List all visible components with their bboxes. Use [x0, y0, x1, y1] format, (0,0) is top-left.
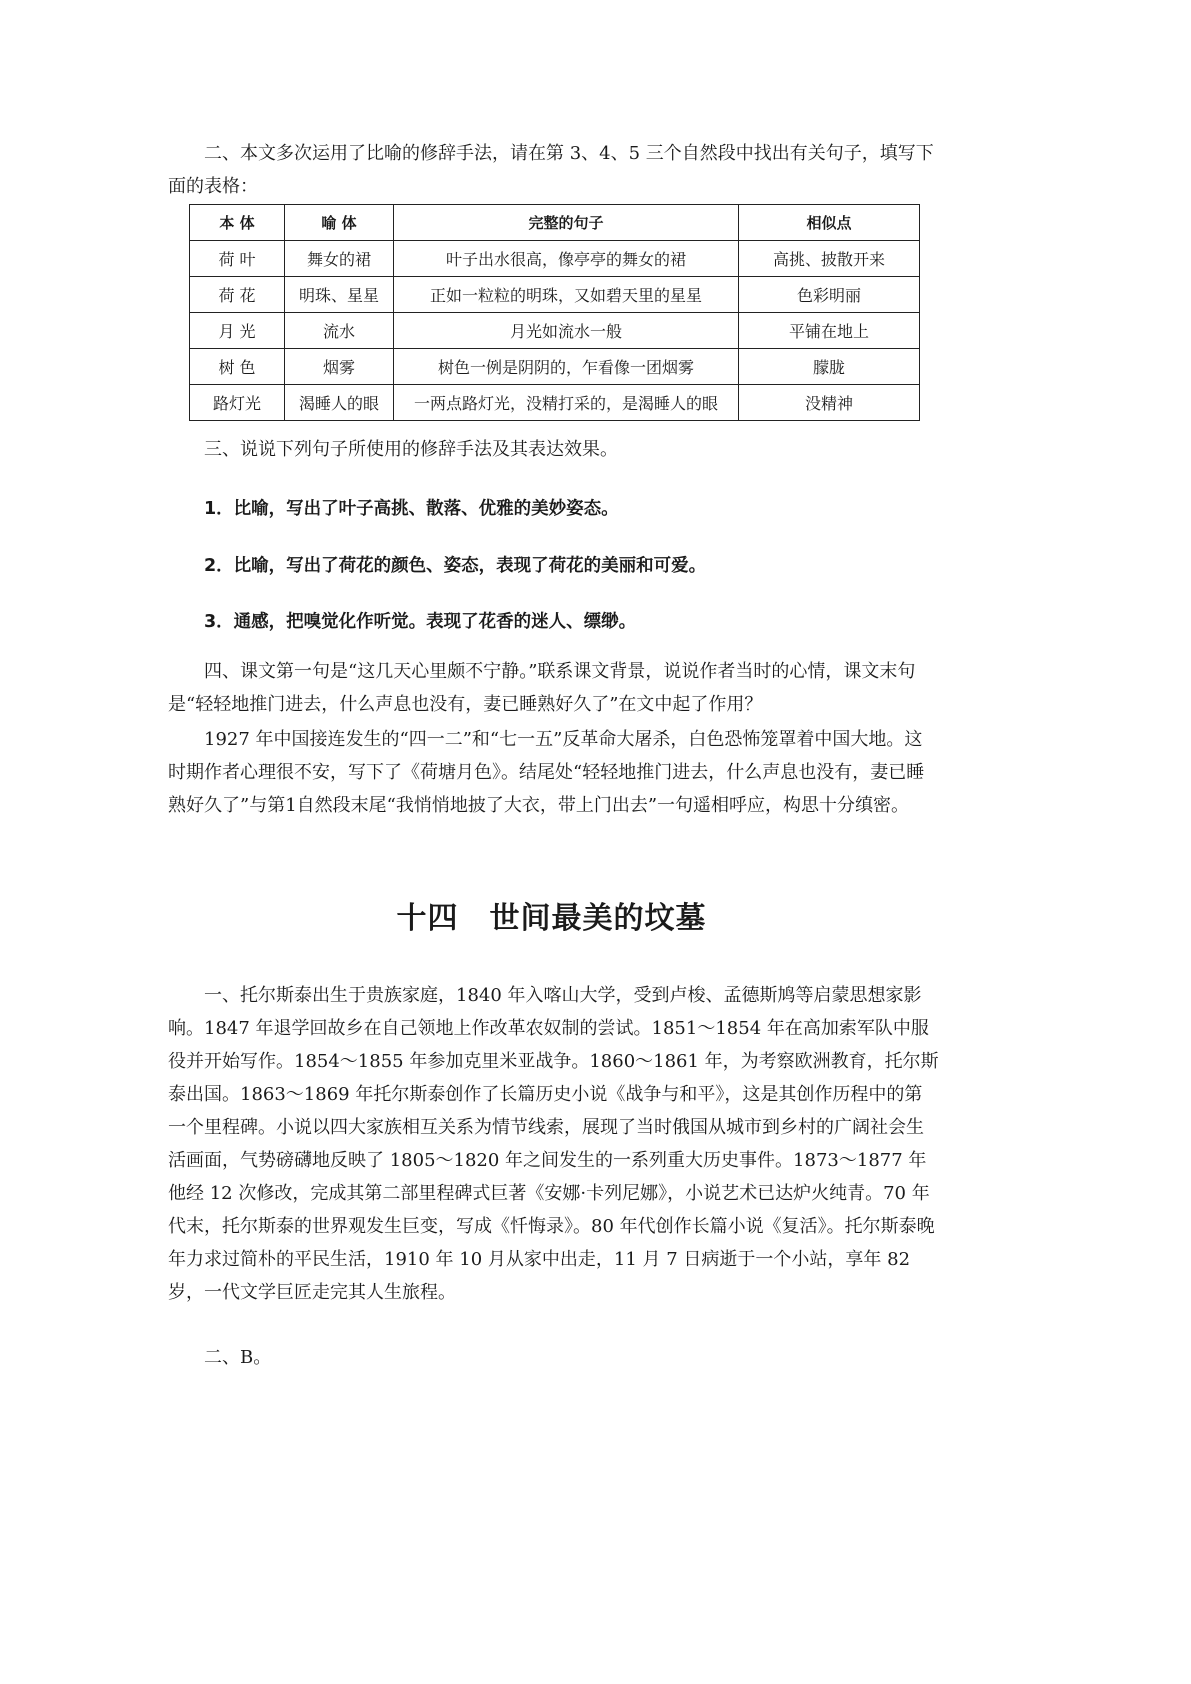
cell-sentence: 一两点路灯光，没精打采的，是渴睡人的眼	[394, 385, 739, 421]
cell-sentence: 正如一粒粒的明珠，又如碧天里的星星	[394, 277, 739, 313]
cell-similarity: 色彩明丽	[739, 277, 920, 313]
header-tenor: 本 体	[190, 205, 285, 241]
cell-vehicle: 渴睡人的眼	[285, 385, 394, 421]
cell-tenor: 荷 花	[190, 277, 285, 313]
cell-tenor: 月 光	[190, 313, 285, 349]
simile-table	[189, 204, 920, 421]
header-full-sentence: 完整的句子	[394, 205, 739, 241]
table-row	[190, 349, 920, 385]
cell-vehicle: 明珠、星星	[285, 277, 394, 313]
section3-question: 三、说说下列句子所使用的修辞手法及其表达效果。	[204, 439, 618, 460]
header-vehicle: 喻 体	[285, 205, 394, 241]
table-row	[190, 385, 920, 421]
table-row	[190, 313, 920, 349]
cell-sentence: 月光如流水一般	[394, 313, 739, 349]
cell-similarity: 高挑、披散开来	[739, 241, 920, 277]
cell-tenor: 路灯光	[190, 385, 285, 421]
cell-vehicle: 舞女的裙	[285, 241, 394, 277]
cell-similarity: 平铺在地上	[739, 313, 920, 349]
cell-similarity: 没精神	[739, 385, 920, 421]
section3-answer-1: 1．比喻，写出了叶子高挑、散落、优雅的美妙姿态。	[204, 499, 619, 519]
table-header-row	[190, 205, 920, 241]
cell-similarity: 朦胧	[739, 349, 920, 385]
header-similarity: 相似点	[739, 205, 920, 241]
chapter-title: 十四 世间最美的坟墓	[396, 901, 707, 936]
chapter-question-1-answer: 一、托尔斯泰出生于贵族家庭，1840 年入喀山大学，受到卢梭、孟德斯鸠等启蒙思想家影响。1847 年退学回故乡在自己领地上作改革农奴制的尝试。1851～1854 年在高加索军队中服役并开始写作。1854～1855 年参加克里米亚战争。1860～1861 年，为考察欧洲教育，托尔斯泰出国。1863～1869 年托尔斯泰创作了长篇历史小说《战争与和平》，这是其创作历程中的第一个里程碑。小说以四大家族相互关系为情节线索，展现了当时俄国从城市到乡村的广阔社会生活画面，气势磅礴地反映了 1805～1820 年之间发生的一系列重大历史事件。1873～1877 年他经 12 次修改，完成其第二部里程碑式巨著《安娜·卡列尼娜》，小说艺术已达炉火纯青。70 年代末，托尔斯泰的世界观发生巨变，写成《忏悔录》。80 年代创作长篇小说《复活》。托尔斯泰晚年力求过简朴的平民生活，1910 年 10 月从家中出走，11 月 7 日病逝于一个小站，享年 82 岁，一代文学巨匠走完其人生旅程。	[168, 985, 939, 1303]
section3-answer-3: 3．通感，把嗅觉化作听觉。表现了花香的迷人、缥缈。	[204, 612, 637, 632]
cell-tenor: 树 色	[190, 349, 285, 385]
table-row	[190, 277, 920, 313]
section2-question: 二、本文多次运用了比喻的修辞手法，请在第 3、4、5 三个自然段中找出有关句子，填写下面的表格：	[168, 143, 934, 197]
cell-sentence: 叶子出水很高，像亭亭的舞女的裙	[394, 241, 739, 277]
section4-question: 四、课文第一句是“这几天心里颇不宁静。”联系课文背景，说说作者当时的心情，课文末句是“轻轻地推门进去，什么声息也没有，妻已睡熟好久了”在文中起了作用？	[168, 661, 916, 715]
table-row	[190, 241, 920, 277]
cell-vehicle: 烟雾	[285, 349, 394, 385]
section3-answer-2: 2．比喻，写出了荷花的颜色、姿态，表现了荷花的美丽和可爱。	[204, 556, 707, 576]
chapter-question-2-answer: 二、B。	[204, 1347, 272, 1368]
cell-sentence: 树色一例是阴阴的，乍看像一团烟雾	[394, 349, 739, 385]
cell-tenor: 荷 叶	[190, 241, 285, 277]
section4-answer: 1927 年中国接连发生的“四一二”和“七一五”反革命大屠杀，白色恐怖笼罩着中国大地。这时期作者心理很不安，写下了《荷塘月色》。结尾处“轻轻地推门进去，什么声息也没有，妻已睡熟好久了”与第1自然段末尾“我悄悄地披了大衣，带上门出去”一句遥相呼应，构思十分缜密。	[168, 729, 925, 816]
cell-vehicle: 流水	[285, 313, 394, 349]
